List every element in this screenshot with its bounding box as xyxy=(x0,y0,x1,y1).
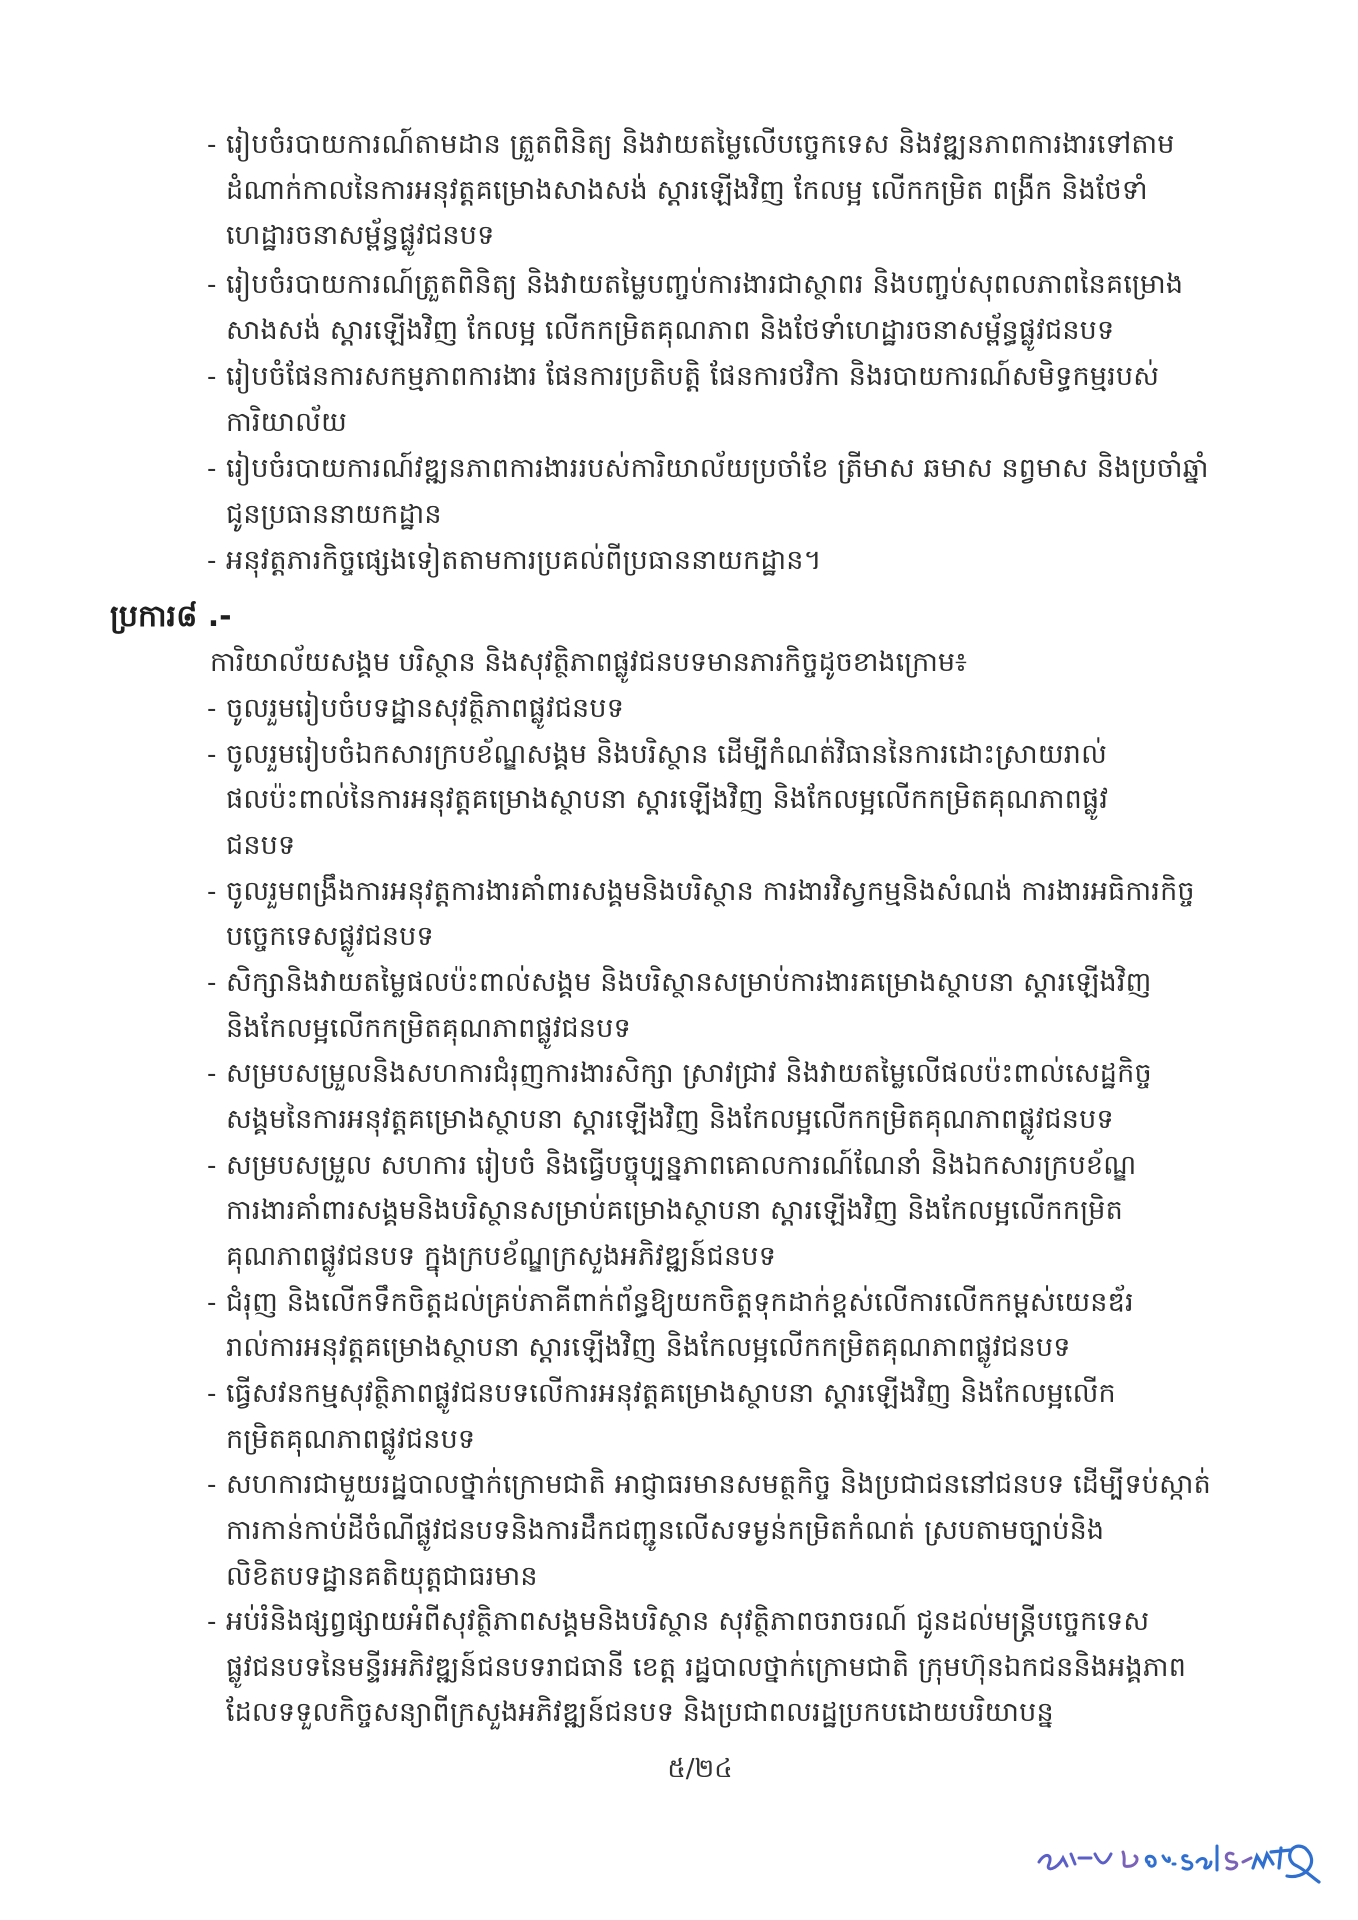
list-item-line: ចូលរួមរៀបចំបទដ្ឋានសុវត្ថិភាពផ្លូវជនបទ xyxy=(226,693,625,724)
bullet-dash: - xyxy=(207,1607,217,1637)
page-number: ៥/២៤ xyxy=(667,1754,733,1784)
list-item-line: ចូលរួមពង្រឹងការអនុវត្តការងារគាំពារសង្គមនិងបរិស្ថាន ការងារវិស្វកម្មនិងសំណង់ ការងារអធិការកិច្ច xyxy=(226,876,1195,907)
bullet-dash: - xyxy=(207,270,217,300)
list-item-line: កម្រិតគុណភាពផ្លូវជនបទ xyxy=(226,1424,476,1455)
bullet-dash: - xyxy=(207,1151,217,1181)
bullet-dash: - xyxy=(207,1379,217,1409)
list-item-line: សិក្សានិងវាយតម្លៃផលប៉ះពាល់សង្គម និងបរិស្ថានសម្រាប់ការងារគម្រោងស្ថាបនា ស្តារឡើងវិញ xyxy=(226,967,1152,998)
bullet-dash: - xyxy=(207,362,217,392)
list-item-line: រៀបចំរបាយការណ៍តាមដាន ត្រួតពិនិត្យ និងវាយតម្លៃលើបច្ចេកទេស និងវឌ្ឍនភាពការងារទៅតាម xyxy=(226,129,1175,160)
list-item-line: ការកាន់កាប់ដីចំណីផ្លូវជនបទនិងការដឹកជញ្ជូនលើសទម្ងន់កម្រិតកំណត់ ស្របតាមច្បាប់និង xyxy=(226,1515,1105,1546)
list-item-line: ចូលរួមរៀបចំឯកសារក្របខ័ណ្ឌសង្គម និងបរិស្ថាន ដើម្បីកំណត់វិធាននៃការដោះស្រាយរាល់ xyxy=(226,739,1108,770)
list-item-line: គុណភាពផ្លូវជនបទ ក្នុងក្របខ័ណ្ឌក្រសួងអភិវឌ្ឍន៍ជនបទ xyxy=(226,1241,777,1272)
list-item-line: ធ្វើសវនកម្មសុវត្ថិភាពផ្លូវជនបទលើការអនុវត្តគម្រោងស្ថាបនា ស្តារឡើងវិញ និងកែលម្អលើក xyxy=(226,1378,1116,1409)
list-item-line: សង្គមនៃការអនុវត្តគម្រោងស្ថាបនា ស្តារឡើងវិញ និងកែលម្អលើកកម្រិតគុណភាពផ្លូវជនបទ xyxy=(226,1104,1114,1135)
list-item-line: បច្ចេកទេសផ្លូវជនបទ xyxy=(226,921,434,952)
article-heading: ប្រការ៨ .- xyxy=(110,599,232,634)
list-item-line: អនុវត្តភារកិច្ចផ្សេងទៀតតាមការប្រគល់ពីប្រធាននាយកដ្ឋាន។ xyxy=(226,545,822,576)
handwritten-signature-icon xyxy=(1035,1832,1325,1887)
list-item-line: ការងារគាំពារសង្គមនិងបរិស្ថានសម្រាប់គម្រោងស្ថាបនា ស្តារឡើងវិញ និងកែលម្អលើកកម្រិត xyxy=(226,1195,1123,1226)
list-item-line: ផ្លូវជនបទនៃមន្ទីរអភិវឌ្ឍន៍ជនបទរាជធានី ខេត្ត រដ្ឋបាលថ្នាក់ក្រោមជាតិ ក្រុមហ៊ុនឯកជននិងអង្គភាព xyxy=(226,1652,1187,1683)
list-item-line: លិខិតបទដ្ឋានគតិយុត្តជាធរមាន xyxy=(226,1561,538,1592)
list-item-line: និងកែលម្អលើកកម្រិតគុណភាពផ្លូវជនបទ xyxy=(226,1013,631,1044)
list-item-line: រៀបចំរបាយការណ៍ត្រួតពិនិត្យ និងវាយតម្លៃបញ្ចប់ការងារជាស្ថាពរ និងបញ្ចប់សុពលភាពនៃគម្រោង xyxy=(226,269,1184,300)
bullet-dash: - xyxy=(207,740,217,770)
list-item-line: ផលប៉ះពាល់នៃការអនុវត្តគម្រោងស្ថាបនា ស្តារឡើងវិញ និងកែលម្អលើកកម្រិតគុណភាពផ្លូវ xyxy=(226,784,1109,815)
list-item-line: ជូនប្រធាននាយកដ្ឋាន xyxy=(226,499,442,530)
list-item-line: សម្របសម្រួលនិងសហការជំរុញការងារសិក្សា ស្រាវជ្រាវ និងវាយតម្លៃលើផលប៉ះពាល់សេដ្ឋកិច្ច xyxy=(226,1058,1152,1089)
list-item-line: រៀបចំផែនការសកម្មភាពការងារ ផែនការប្រតិបត្តិ ផែនការថវិកា និងរបាយការណ៍សមិទ្ធកម្មរបស់ xyxy=(226,361,1160,392)
bullet-dash: - xyxy=(207,877,217,907)
list-item-line: រាល់ការអនុវត្តគម្រោងស្ថាបនា ស្តារឡើងវិញ និងកែលម្អលើកកម្រិតគុណភាពផ្លូវជនបទ xyxy=(226,1332,1071,1363)
bullet-dash: - xyxy=(207,454,217,484)
list-item-line: ហេដ្ឋារចនាសម្ព័ន្ធផ្លូវជនបទ xyxy=(226,220,495,251)
bullet-dash: - xyxy=(207,546,217,576)
bullet-dash: - xyxy=(207,130,217,160)
list-item-line: ជនបទ xyxy=(226,830,296,861)
list-item-line: រៀបចំរបាយការណ៍វឌ្ឍនភាពការងាររបស់ការិយាល័យប្រចាំខែ ត្រីមាស ឆមាស នព្វមាស និងប្រចាំឆ្នាំ xyxy=(226,453,1209,484)
bullet-dash: - xyxy=(207,694,217,724)
list-item-line: ជំរុញ និងលើកទឹកចិត្តដល់គ្រប់ភាគីពាក់ព័ន្ធឱ្យយកចិត្តទុកដាក់ខ្ពស់លើការលើកកម្ពស់យេនឌ័រ xyxy=(226,1287,1134,1318)
list-item-line: សហការជាមួយរដ្ឋបាលថ្នាក់ក្រោមជាតិ អាជ្ញាធរមានសមត្ថកិច្ច និងប្រជាជននៅជនបទ ដើម្បីទប់ស្កាត់ xyxy=(226,1469,1211,1500)
bullet-dash: - xyxy=(207,968,217,998)
list-item-line: ដែលទទួលកិច្ចសន្យាពីក្រសួងអភិវឌ្ឍន៍ជនបទ និងប្រជាពលរដ្ឋប្រកបដោយបរិយាបន្ន xyxy=(226,1697,1054,1728)
list-item-line: អប់រំនិងផ្សព្វផ្សាយអំពីសុវត្ថិភាពសង្គមនិងបរិស្ថាន សុវត្ថិភាពចរាចរណ៍ ជូនដល់មន្ត្រីបច្ចេកទេស xyxy=(226,1606,1150,1637)
signature-initials xyxy=(1035,1832,1325,1887)
article-intro: ការិយាល័យសង្គម បរិស្ថាន និងសុវត្ថិភាពផ្លូវជនបទមានភារកិច្ចដូចខាងក្រោម៖ xyxy=(210,647,967,678)
list-item-line: ដំណាក់កាលនៃការអនុវត្តគម្រោងសាងសង់ ស្តារឡើងវិញ កែលម្អ លើកកម្រិត ពង្រីក និងថែទាំ xyxy=(226,175,1148,206)
bullet-dash: - xyxy=(207,1059,217,1089)
list-item-line: សាងសង់ ស្តារឡើងវិញ កែលម្អ លើកកម្រិតគុណភាព និងថែទាំហេដ្ឋារចនាសម្ព័ន្ធផ្លូវជនបទ xyxy=(226,315,1115,346)
list-item-line: ការិយាល័យ xyxy=(226,407,347,438)
bullet-dash: - xyxy=(207,1288,217,1318)
bullet-dash: - xyxy=(207,1470,217,1500)
list-item-line: សម្របសម្រួល សហការ រៀបចំ និងធ្វើបច្ចុប្បន្នភាពគោលការណ៍ណែនាំ និងឯកសារក្របខ័ណ្ឌ xyxy=(226,1150,1137,1181)
